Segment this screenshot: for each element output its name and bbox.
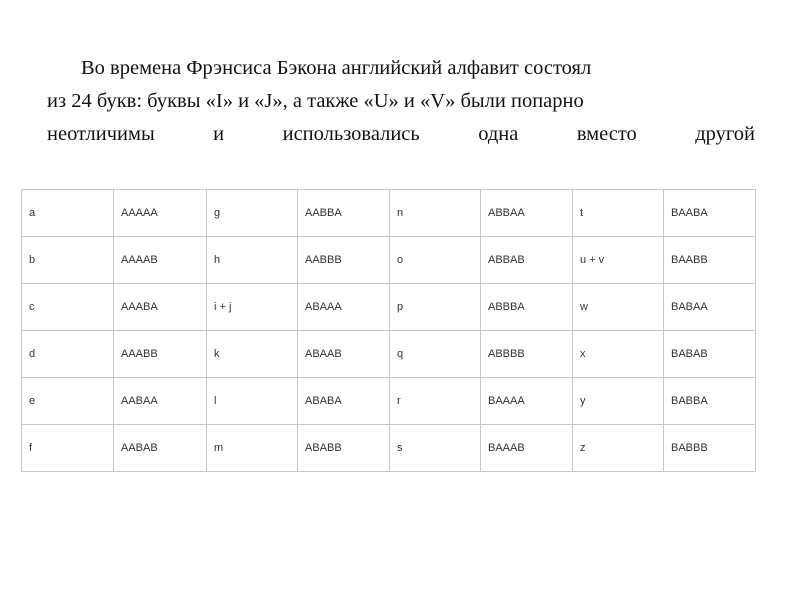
letter-cell: u + v xyxy=(573,237,664,284)
paragraph-word: и xyxy=(213,123,225,145)
letter-cell: t xyxy=(573,190,664,237)
letter-cell: n xyxy=(390,190,481,237)
paragraph-word: неотличимы xyxy=(47,123,155,145)
letter-cell: m xyxy=(207,425,298,472)
code-cell: ABBAA xyxy=(481,190,573,237)
code-cell: ABAAA xyxy=(298,284,390,331)
letter-cell: g xyxy=(207,190,298,237)
code-cell: AAAAB xyxy=(114,237,207,284)
letter-cell: o xyxy=(390,237,481,284)
letter-cell: w xyxy=(573,284,664,331)
code-cell: AABAA xyxy=(114,378,207,425)
bacon-cipher-table-container xyxy=(21,189,756,472)
code-cell: ABBBA xyxy=(481,284,573,331)
code-cell: BAABA xyxy=(664,190,756,237)
letter-cell: c xyxy=(22,284,114,331)
paragraph-line-2: из 24 букв: буквы «I» и «J», а также «U» и «V» были попарно xyxy=(47,90,584,112)
code-cell: AAAAA xyxy=(114,190,207,237)
letter-cell: p xyxy=(390,284,481,331)
code-cell: ABAAB xyxy=(298,331,390,378)
code-cell: ABABA xyxy=(298,378,390,425)
table-row xyxy=(22,331,756,378)
letter-cell: y xyxy=(573,378,664,425)
letter-cell: d xyxy=(22,331,114,378)
table-row xyxy=(22,190,756,237)
code-cell: BABBB xyxy=(664,425,756,472)
letter-cell: k xyxy=(207,331,298,378)
bacon-intro-paragraph xyxy=(47,52,755,151)
code-cell: BABBA xyxy=(664,378,756,425)
code-cell: AABBA xyxy=(298,190,390,237)
letter-cell: e xyxy=(22,378,114,425)
code-cell: BAAAB xyxy=(481,425,573,472)
code-cell: BABAA xyxy=(664,284,756,331)
code-cell: ABBBB xyxy=(481,331,573,378)
paragraph-word: другой xyxy=(695,123,755,145)
letter-cell: b xyxy=(22,237,114,284)
code-cell: ABBAB xyxy=(481,237,573,284)
letter-cell: s xyxy=(390,425,481,472)
letter-cell: r xyxy=(390,378,481,425)
letter-cell: a xyxy=(22,190,114,237)
code-cell: BAAAA xyxy=(481,378,573,425)
code-cell: AAABA xyxy=(114,284,207,331)
paragraph-line-1: Во времена Фрэнсиса Бэкона английский алфавит состоял xyxy=(81,57,592,79)
letter-cell: i + j xyxy=(207,284,298,331)
letter-cell: f xyxy=(22,425,114,472)
letter-cell: x xyxy=(573,331,664,378)
code-cell: BAABB xyxy=(664,237,756,284)
table-row xyxy=(22,378,756,425)
paragraph-word: вместо xyxy=(576,123,637,145)
paragraph-line-3 xyxy=(47,118,755,151)
code-cell: AABBB xyxy=(298,237,390,284)
bacon-cipher-table xyxy=(21,189,756,472)
table-row xyxy=(22,237,756,284)
letter-cell: l xyxy=(207,378,298,425)
letter-cell: z xyxy=(573,425,664,472)
paragraph-word: использовались xyxy=(282,123,420,145)
paragraph-word: одна xyxy=(478,123,519,145)
letter-cell: h xyxy=(207,237,298,284)
letter-cell: q xyxy=(390,331,481,378)
code-cell: BABAB xyxy=(664,331,756,378)
table-row xyxy=(22,425,756,472)
code-cell: AABAB xyxy=(114,425,207,472)
code-cell: ABABB xyxy=(298,425,390,472)
table-row xyxy=(22,284,756,331)
code-cell: AAABB xyxy=(114,331,207,378)
